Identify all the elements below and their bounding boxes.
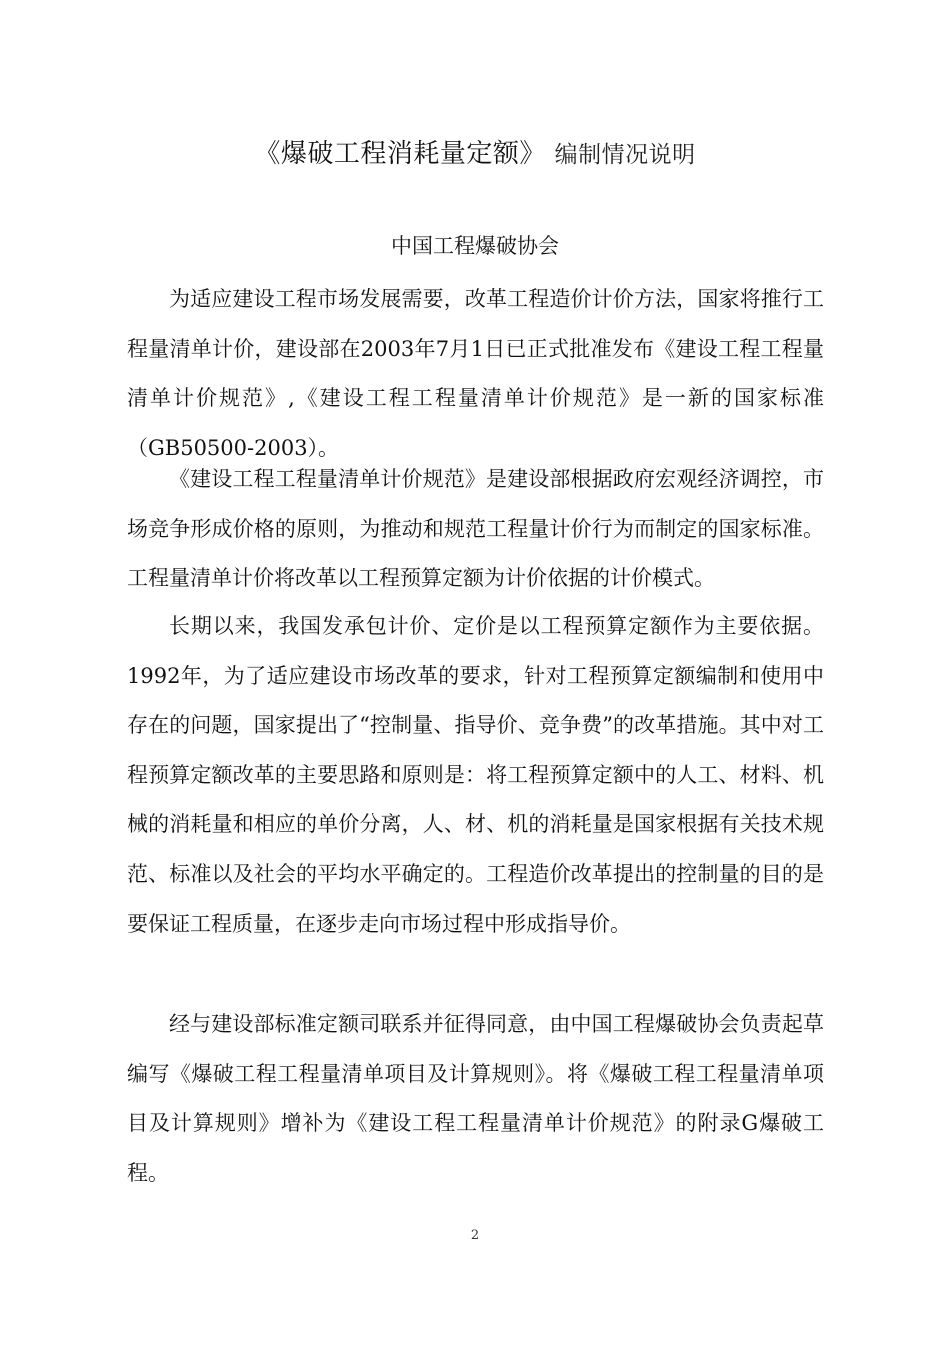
- paragraph-4-block: [127, 1000, 824, 1198]
- page-title-main: 《爆破工程消耗量定额》: [254, 139, 546, 169]
- page-number: 2: [470, 1228, 480, 1243]
- paragraph-2-block: [127, 455, 824, 604]
- paragraph: 为适应建设工程市场发展需要，改革工程造价计价方法，国家将推行工程量清单计价，建设部在2003年7月1日已正式批准发布《建设工程工程量清单计价规范》,《建设工程工程量清单计价规范》是一新的国家标准（GB50500-2003）。: [127, 287, 824, 460]
- page-title-sub: 编制情况说明: [554, 142, 696, 168]
- paragraph-1-block: [127, 275, 824, 473]
- paragraph: 经与建设部标准定额司联系并征得同意，由中国工程爆破协会负责起草编写《爆破工程工程量清单项目及计算规则》。将《爆破工程工程量清单项目及计算规则》增补为《建设工程工程量清单计价规范》的附录G爆破工程。: [127, 1012, 824, 1185]
- paragraph: 长期以来，我国发承包计价、定价是以工程预算定额作为主要依据。1992年，为了适应建设市场改革的要求，针对工程预算定额编制和使用中存在的问题，国家提出了“控制量、指导价、竞争费”的改革措施。其中对工程预算定额改革的主要思路和原则是：将工程预算定额中的人工、材料、机械的消耗量和相应的单价分离，人、材、机的消耗量是国家根据有关技术规范、标准以及社会的平均水平确定的。工程造价改革提出的控制量的目的是要保证工程质量，在逐步走向市场过程中形成指导价。: [127, 614, 824, 936]
- paragraph: 《建设工程工程量清单计价规范》是建设部根据政府宏观经济调控，市场竞争形成价格的原则，为推动和规范工程量计价行为而制定的国家标准。工程量清单计价将改革以工程预算定额为计价依据的计价模式。: [127, 467, 824, 591]
- organization-name: 中国工程爆破协会: [391, 234, 559, 258]
- page-title: [0, 136, 950, 173]
- paragraph-3-block: [127, 602, 824, 949]
